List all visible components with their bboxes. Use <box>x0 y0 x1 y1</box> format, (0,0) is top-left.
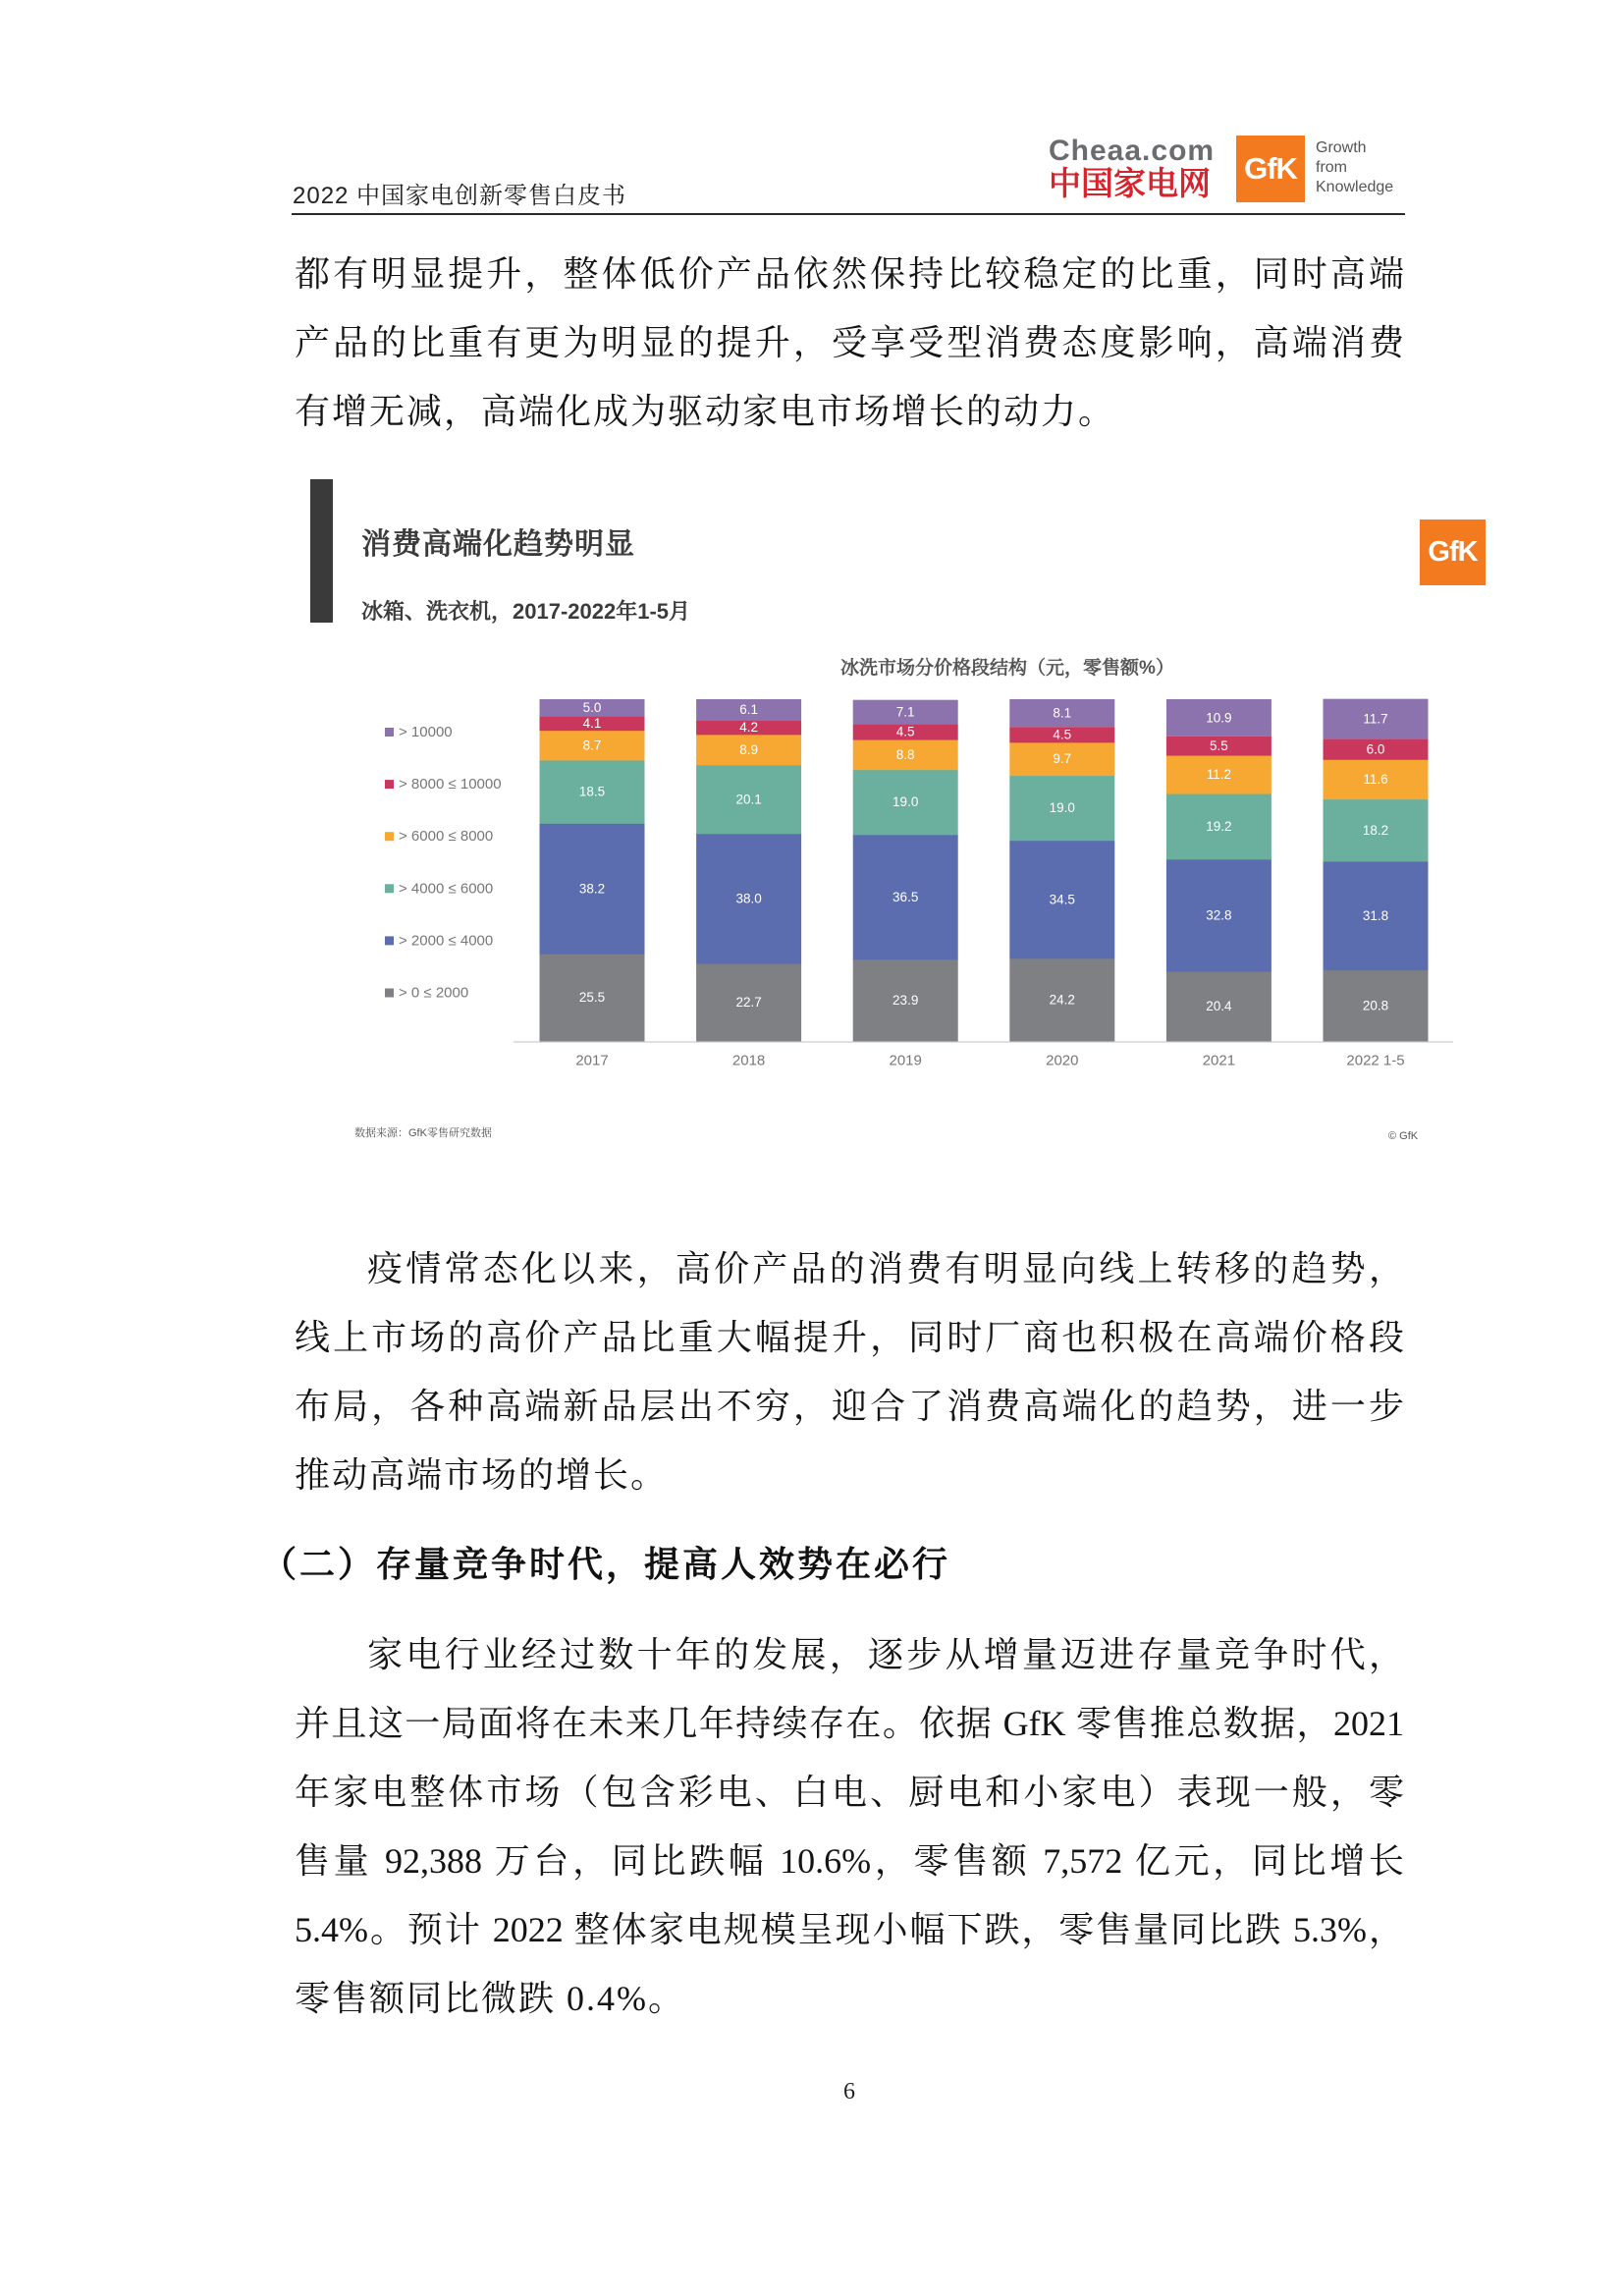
paragraph-line: 产品的比重有更为明显的提升，受享受型消费态度影响，高端消费 <box>295 323 1404 362</box>
paragraph-line: 有增无减，高端化成为驱动家电市场增长的动力。 <box>295 392 1116 431</box>
x-tick-label: 2017 <box>575 1052 609 1069</box>
legend-label: > 10000 <box>399 724 453 740</box>
paragraph-line: 都有明显提升，整体低价产品依然保持比较稳定的比重，同时高端 <box>295 254 1404 294</box>
x-tick-label: 2018 <box>731 1052 766 1069</box>
figure-data-source: 数据来源：GfK零售研究数据 <box>354 1127 492 1139</box>
bar-value-label: 25.5 <box>578 990 606 1006</box>
bar-value-label: 31.8 <box>1362 907 1389 923</box>
bar-value-label: 38.2 <box>578 881 606 897</box>
gfk-tagline-line: Growth <box>1316 139 1367 156</box>
legend-swatch <box>385 884 394 893</box>
legend-swatch <box>385 780 394 789</box>
bar-value-label: 4.1 <box>582 716 602 732</box>
paragraph-2 <box>295 1234 1404 1509</box>
cheaa-logo-chinese: 中国家电网 <box>1049 165 1211 201</box>
bar-value-label: 4.5 <box>895 724 915 739</box>
x-tick-label: 2022 1-5 <box>1346 1052 1405 1069</box>
paragraph-line: 5.4%。预计 2022 整体家电规模呈现小幅下跌，零售量同比跌 5.3%， <box>295 1910 1404 1949</box>
bar-value-label: 10.9 <box>1206 710 1232 726</box>
paragraph-line: 线上市场的高价产品比重大幅提升，同时厂商也积极在高端价格段 <box>295 1318 1404 1357</box>
paragraph-line: 布局，各种高端新品层出不穷，迎合了消费高端化的趋势，进一步 <box>295 1387 1404 1426</box>
bar-value-label: 11.2 <box>1206 767 1232 783</box>
bar-value-label: 4.2 <box>739 720 758 736</box>
bar-value-label: 11.7 <box>1363 711 1388 727</box>
section-heading: （二）存量竞争时代，提高人效势在必行 <box>261 1545 951 1584</box>
legend-label: > 8000 ≤ 10000 <box>399 776 502 793</box>
bar-value-label: 20.1 <box>735 792 762 807</box>
figure-subtitle: 冰箱、洗衣机，2017-2022年1-5月 <box>361 599 691 624</box>
bar-value-label: 5.5 <box>1210 738 1228 754</box>
paragraph-line: 并且这一局面将在未来几年持续存在。依据 GfK 零售推总数据，2021 <box>295 1704 1404 1743</box>
gfk-logo: GfK <box>1236 136 1305 202</box>
bar-value-label: 4.5 <box>1053 727 1072 742</box>
bar-value-label: 18.2 <box>1362 822 1389 838</box>
paragraph-line: 售量 92,388 万台，同比跌幅 10.6%，零售额 7,572 亿元，同比增长 <box>295 1841 1404 1881</box>
cheaa-logo-wordmark: Cheaa.com <box>1049 135 1216 167</box>
bar-value-label: 6.1 <box>739 702 758 718</box>
paragraph-3 <box>295 1620 1404 2033</box>
bar-value-label: 8.8 <box>895 746 915 762</box>
legend-swatch <box>385 728 394 737</box>
x-tick-label: 2020 <box>1046 1052 1079 1069</box>
paragraph-line: 推动高端市场的增长。 <box>295 1455 669 1495</box>
bar-value-label: 24.2 <box>1049 992 1075 1008</box>
x-tick-label: 2021 <box>1202 1052 1236 1069</box>
bar-value-label: 22.7 <box>735 995 762 1011</box>
paragraph-1 <box>295 240 1404 446</box>
bar-value-label: 5.0 <box>582 700 602 716</box>
bar-value-label: 38.0 <box>735 891 762 906</box>
paragraph-line: 年家电整体市场（包含彩电、白电、厨电和小家电）表现一般，零 <box>295 1773 1404 1812</box>
x-tick-label: 2019 <box>889 1052 922 1069</box>
bar-value-label: 20.8 <box>1362 998 1389 1013</box>
running-header-title: 2022 中国家电创新零售白皮书 <box>293 183 627 209</box>
bar-value-label: 32.8 <box>1206 907 1232 923</box>
figure-title: 消费高端化趋势明显 <box>361 528 635 561</box>
bar-value-label: 7.1 <box>895 704 915 720</box>
legend-label: > 4000 ≤ 6000 <box>399 880 494 898</box>
bar-value-label: 18.5 <box>578 784 606 799</box>
page-number: 6 <box>843 2079 855 2105</box>
gfk-tagline <box>1316 138 1393 197</box>
bar-value-label: 6.0 <box>1366 741 1385 757</box>
bar-value-label: 8.9 <box>739 741 758 757</box>
gfk-logo: GfK <box>1420 519 1486 585</box>
bar-value-label: 36.5 <box>893 889 919 904</box>
bar-value-label: 8.1 <box>1053 705 1072 721</box>
stacked-bar-chart <box>373 687 1473 1080</box>
paragraph-line: 疫情常态化以来，高价产品的消费有明显向线上转移的趋势， <box>367 1249 1404 1288</box>
gfk-tagline-line: from <box>1316 159 1347 176</box>
bar-value-label: 9.7 <box>1053 751 1072 767</box>
bar-value-label: 19.0 <box>893 794 919 810</box>
legend-label: > 6000 ≤ 8000 <box>399 828 494 846</box>
paragraph-line: 零售额同比微跌 0.4%。 <box>295 1979 685 2018</box>
legend-label: > 2000 ≤ 4000 <box>399 932 494 950</box>
header-rule <box>292 213 1405 215</box>
gfk-tagline-line: Knowledge <box>1316 179 1394 195</box>
bar-value-label: 11.6 <box>1363 771 1388 787</box>
figure-copyright: © GfK <box>1388 1130 1419 1142</box>
paragraph-line: 家电行业经过数十年的发展，逐步从增量迈进存量竞争时代， <box>367 1635 1404 1674</box>
legend-swatch <box>385 936 394 945</box>
bar-value-label: 34.5 <box>1049 892 1075 907</box>
legend-label: > 0 ≤ 2000 <box>399 984 469 1002</box>
legend-swatch <box>385 832 394 841</box>
legend-swatch <box>385 989 394 998</box>
chart-title: 冰洗市场分价格段结构（元，零售额%） <box>840 658 1174 679</box>
bar-value-label: 20.4 <box>1206 999 1232 1014</box>
bar-value-label: 19.0 <box>1049 800 1075 816</box>
bar-value-label: 8.7 <box>582 738 602 753</box>
figure-title-accent-bar <box>310 479 333 623</box>
bar-value-label: 23.9 <box>893 992 919 1008</box>
bar-value-label: 19.2 <box>1206 818 1232 834</box>
